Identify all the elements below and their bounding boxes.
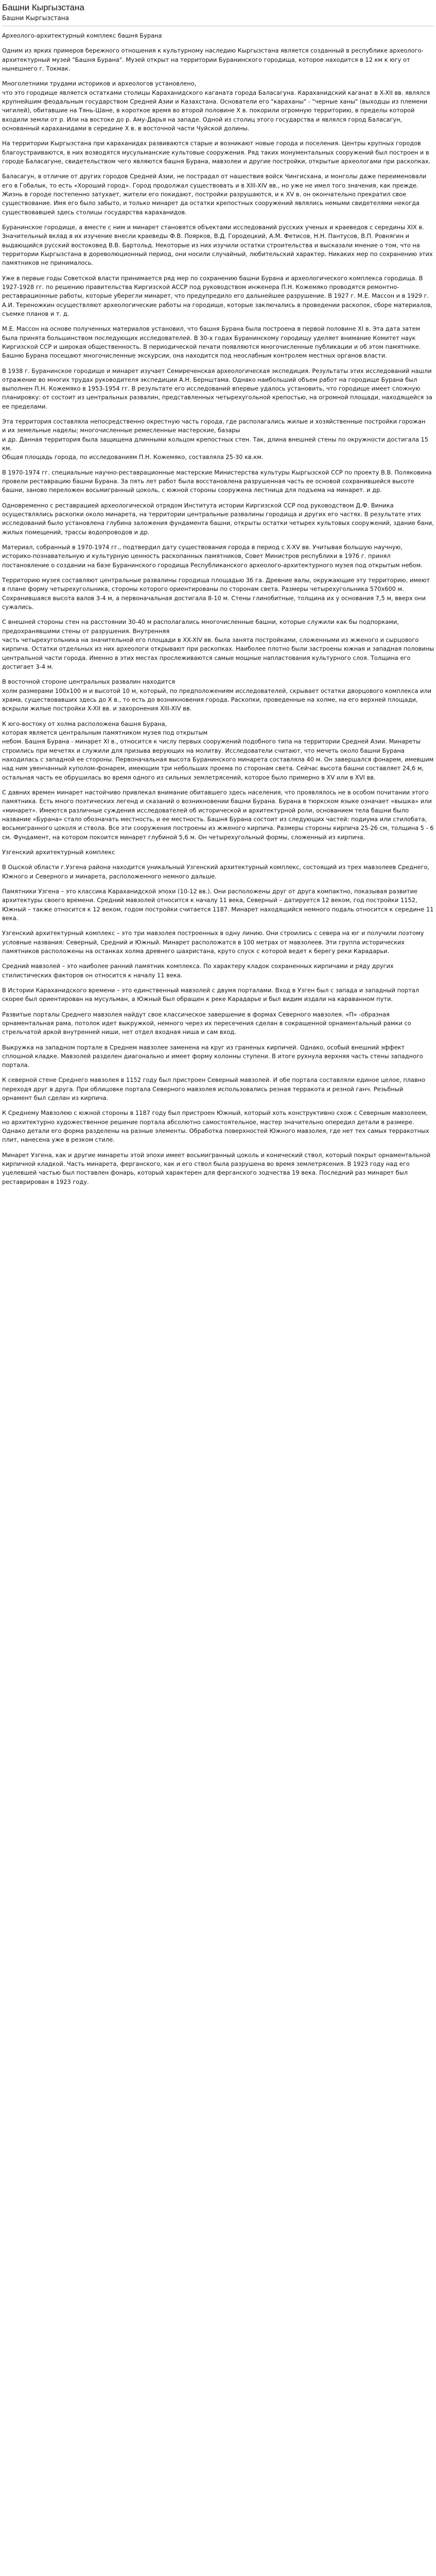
paragraph: Археолого-архитектурный комплекс башня Бурана (2, 32, 162, 39)
paragraph: Многолетними трудами историков и археологов установлено, что это городище является остатками столицы Караханидского каганата города Баласагуна. Караханидский каганат в X-XII вв. являлся крупнейшим феодальным государством Средней Азии и Казахстана. Основатели его "караханы" - "черные ханы" (выходцы из племени чигилей), обитавшие на Тянь-Шане, в короткое время во второй половине X в. покорили огромную территорию, в пределы которой входили земли от р. Или на востоке до р. Аму-Дарья на западе. Одной из столиц этого государства и являлся город Баласагун, основанный караханидами в середине X в. в восточной части Чуйской долины. (2, 80, 430, 132)
paragraph: В Ошской области г.Узгена района находится уникальный Узгенский архитектурный комплекс, состоящий из трех мавзолеев Среднего, Южного и Северного и минарета, расположенного немного дальше. (2, 863, 430, 880)
paragraph: Минарет Узгена, как и другие минареты этой эпохи имеет восьмигранный цоколь и конический ствол, который покрыт орнаментальной кирпичной кладкой. Часть минарета, ферганского, как и его ствол была разрушена во время землетрясения. В 1923 году над его уцелевшей частью был поставлен фонарь, который характерен для ферганского зодчества 19 века. Последний раз минарет был реставрирован в 1923 году. (2, 1151, 431, 1185)
paragraph: Буранинское городище, а вместе с ним и минарет становятся объектами исследований русских ученых и краеведов с середины XIX в. Значительный вклад в их изучение внесли краеведы Ф.В. Поярков, В.Д. Городецкий, А.М. Фетисов, Н.Н. Пантусов, В.П. Ровнягин и выдающийся русский востоковед В.В. Бартольд. Некоторые из них изучили остатки строительства и высказали мнение о том, что на территории Кыргызстана в дореволюционный период, они носили случайный, любительский характер. Никаких мер по сохранению этих памятников не принималось. (2, 223, 433, 267)
paragraph: В восточной стороне центральных развалин находится холм размерами 100х100 м и высотой 10 м, который, по предположениям исследователей, скрывает остатки дворцового комплекса или храма, существовавших здесь до X в., то есть до возникновения города. Раскопки, проведенные на холме, на его верхней площади, вскрыли жилые постройки X-XII вв. и захоронения XIII-XIV вв. (2, 678, 432, 713)
paragraph: Памятники Узгена – это классика Караханидской эпохи (10-12 вв.). Они расположены друг от друга компактно, показывая развитие архитектуры своего времени. Средний мавзолей относится к началу 11 века, Северный – датируется 12 веком, год постройки 1152, Южный – также относится к 12 веком, годом постройки считается 1187. Минарет находящийся немного подаль относится к середине 11 века. (2, 887, 434, 922)
article (0, 0, 436, 1197)
paragraph: В Истории Караханидского времени – это единственный мавзолей с двумя порталами. Вход в Узген был с запада и западный портал скорее был ориентирован на мусульман, а Южный был обращен к реке Карадарье и был видим издали на караванном пути. (2, 986, 420, 1003)
paragraph: Развитые порталы Среднего мавзолея найдут свое классическое завершение в формах Северного мавзолея. «П» -образная орнаментальная рама, потолок идет выкружкой, немного через их пересечения сделан в сокращенной орнаментальный рамки со стрельчатой аркой внутренней ниши, нет отдел входная ниша и сам вход. (2, 1010, 411, 1036)
paragraph: Одним из ярких примеров бережного отношения к культурному наследию Кыргызстана является созданный в республике археолого-архитектурный музей "Башня Бурана". Музей открыт на территории Буранинского городища, которое находится в 12 км к югу от нынешнего г. Токмак. (2, 47, 424, 72)
paragraph: К северной стене Среднего мавзолея в 1152 году был пристроен Северный мавзолей. И обе портала составляли единое целое, плавно переходя друг в друга. При облицовке портала Северного мавзолея использовались резная терракота и резной ганч. Резьбный орнамент был сделан из кирпича. (2, 1076, 426, 1102)
page-title: Башни Кыргызстана (2, 3, 84, 12)
paragraph: С внешней стороны стен на расстоянии 30-40 м располагались многочисленные башни, которые служили как бы подпорками, предохранявшими стены от разрушения. Внутренняя часть четырехугольника на значительной его площади в XX-XIV вв. была занята постройками, сложенными из жженого и сырцового кирпича. Остатки отдельных из них археологи открывают при раскопках. Наиболее плотно были застроены южная и западная половины центральной части города. Именно в этих местах прослеживаются самые мощные напластования культурного слоя. Толщина его достигает 3-4 м. (2, 618, 434, 671)
paragraph: На территории Кыргызстана при караханидах развиваются старые и возникают новые города и поселения. Центры крупных городов благоустраиваются, в них возводятся мусульманские культовые сооружения. Ряд таких монументальных сооружений был построен и в городе Баласагуне, свидетельством чего являются башня Бурана, мавзолеи и другие постройки, открытые археологами при раскопках. (2, 140, 431, 165)
article-body (2, 31, 434, 1187)
paragraph: Баласагун, в отличие от других городов Средней Азии, не пострадал от нашествия войск Чингисхана, и монголы даже переименовали его в Гобалык, то есть «Хороший город». Город продолжал существовать и в XIII-XIV вв., но уже не имел того значения, как прежде. Жизнь в городе постепенно затухает, жители его покидают, постройки разрушаются, и к XV в. он окончательно прекратил свое существование. Имя его было забыто, и только минарет да остатки крепостных сооружений являлись немыми свидетелями некогда существовавшей здесь столицы государства караханидов. (2, 173, 427, 216)
paragraph: М.Е. Массон на основе полученных материалов установил, что башня Бурана была построена в первой половине XI в. Эта дата затем была принята большинством последующих исследователей. В 30-х годах Буранинскому городищу уделяет внимание Комитет наук Киргизской ССР и широкая общественность. В периодической печати появляются многочисленные публикации и об этом памятнике. Башню Бурана посещают многочисленные экскурсии, она находится под неослабным контролем местных органов власти. (2, 325, 421, 360)
paragraph: Материал, собранный в 1970-1974 гг., подтвердил дату существования города в период с X-XV вв. Учитывая большую научную, историко-познавательную и культурную ценность раскопанных памятников, Совет Министров республики в 1976 г. принял постановление о создании на базе Буранинского городища Республиканского археолого-архитектурного музея под открытым небом. (2, 544, 423, 569)
paragraph: К Среднему Мавзолею с южной стороны в 1187 году был пристроен Южный, который хоть конструктивно схож с Северным мавзолеем, но архитектурно художественное решение портала абсолютно самостоятельное, мастер значительно опередил детали в размере. Однако детали его форма разделены на разные элементы. Обработка поверхностей Южного мавзолея, где нет тех самых терракотных плит, нанесена уже в резком стиле. (2, 1109, 429, 1144)
paragraph: Узгенский архитектурный комплекс (2, 848, 115, 856)
paragraph: Узгенский архитектурный комплекс – это три мавзолея построенных в одну линию. Они строились с севера на юг и получили поэтому условные названия: Северный, Средний и Южный. Минарет расположатся в 100 метрах от мавзолеев. Эти группа исторических памятников расположены на останках холма древнего шахристана, круто спуск с которой ведет к берегу реки Карадарьи. (2, 929, 424, 955)
paragraph: Средний мавзолей – это наиболее ранний памятник комплекса. По характеру кладок сохраненных кирпичами и ряду других стилистических факторов он относится к началу 11 века. (2, 962, 394, 979)
paragraph: Одновременно с реставрацией археологической отрядом Института истории Киргизской ССР под руководством Д.Ф. Виника осуществлялись раскопки около минарета, на территории центральные развалины городища и других его частях. В результате этих исследований было установлена глубина заложения фундамента башни, открыты остатки четырех культовых сооружений, здание бани, жилых помещений, трассы водопроводов и др. (2, 501, 434, 536)
paragraph: В 1970-1974 гг. специальные научно-реставрационные мастерские Министерства культуры Кыргызской ССР по проекту В.В. Поляковина провели реставрацию башни Бурана. За пять лет работ была восстановлена разрушенная часть ее основой сохранившейся высоте башни, заново переложен восьмигранный цоколь, с южной стороны сооружена лестница для подъема на минарет. и др. (2, 468, 432, 494)
paragraph: С давних времен минарет настойчиво привлекал внимание обитавшего здесь населения, что проявлялось не в особом почитании этого памятника. Есть много поэтических легенд и сказаний о возникновении башни Бурана. Бурана в тюркском языке означает «вышка» или «минарет». Имеются различные суждения исследователей об исторической и архитектурной роли, основанием тела башни было название «Бурана» стало обозначать местность, и ее местность. Башня Бурана состоит из следующих частей: подиума или стилобата, восьмигранного цоколя и ствола. Все эти сооружения построены из жженого кирпича. Размеры стороны кирпича 25-26 см, толщина 5 - 6 см. Фундамент, на котором покоится минарет глубиной 5,6 м. Он четырехугольный формы, сложенный из кирпича. (2, 788, 434, 841)
paragraph: Эта территория составляла непосредственно окрестную часть города, где располагались жилые и хозяйственные постройки горожан и их земельные наделы; многочисленные ремесленные мастерские, базары и др. Данная территория была защищена длинными кольцом крепостных стен. Так, длина внешней стены по окружности достигала 15 км. Общая площадь города, по исследованиям П.Н. Кожемяко, составляла 25-30 кв.км. (2, 418, 428, 461)
paragraph: В 1938 г. Буранинское городище и минарет изучает Семиреченская археологическая экспедиция. Результаты этих исследований нашли отражение во многих трудах руководителя экспедиции А.Н. Бернштама. Однако наибольший объем работ на городище Бурана был выполнен П.Н. Кожемяко в 1953-1954 гг. В результате его исследований впервые удалось установить, что городище имеет сложную планировку: от состоит из центральных развалин, представленных четырехугольной крепостью, на огромной площади, находящейся за ее пределами. (2, 367, 432, 410)
paragraph: Уже в первые годы Советской власти принимается ряд мер по сохранению башни Бурана и археологического комплекса городища. В 1927-1928 гг. по решению правительства Киргизской АССР под руководством инженера П.Н. Кожемяко проводятся ремонтно-реставрационные работы, которые уберегли минарет, что предупредило его дальнейшее разрушение. В 1927 г. М.Е. Массон и в 1929 г. А.И. Тереножкин осуществляют археологические работы на городище, которые заключались в проведении раскопок, сборе материалов, съемке планов и т. д. (2, 274, 433, 317)
paragraph: К юго-востоку от холма расположена башня Бурана, которая является центральным памятником музея под открытым небом. Башня Бурана - минарет XI в., относится к числу первых сооружений подобного типа на территории Средней Азии. Минареты строились при мечетях и служили для призыва верующих на молитву. Исследователи считают, что мечеть около башни Бурана находилась с западной ее стороны. Первоначальная высота Буранинского минарета составляла 40 м. Он завершался фонарем, имевшим над ним увенчанный куполом-фонарем, имеющим три небольших проема по сторонам света. Сейчас высота башни составляет 24,6 м, остальная часть ее обрушилась во время одного из сильных землетрясений, которое было примерно в XV или в XVI вв. (2, 720, 434, 781)
paragraph: Территорию музея составляют центральные развалины городища площадью 36 га. Древние валы, окружающие эту территорию, имеют в плане форму четырехугольника, стороны которого ориентированы по сторонам света. Размеры четырехугольника 570х600 м. Сохранившаяся высота валов 3-4 м, а первоначальная достигала 8-10 м. Стены глинобитные, толщина их у основания 7,5 м, вверх они сужались. (2, 577, 430, 611)
paragraph: Выкружка на западном портале в Среднем мавзолее заменена на круг из граненых кирпичей. Однако, особый внешний эффект сплошной кладке. Мавзолей разделен диагонально и имеет форму колонны ступени. В итоге рухнула верхняя часть стены западного портала. (2, 1043, 423, 1069)
page-subtitle: Башни Кыргызстана (2, 14, 69, 22)
